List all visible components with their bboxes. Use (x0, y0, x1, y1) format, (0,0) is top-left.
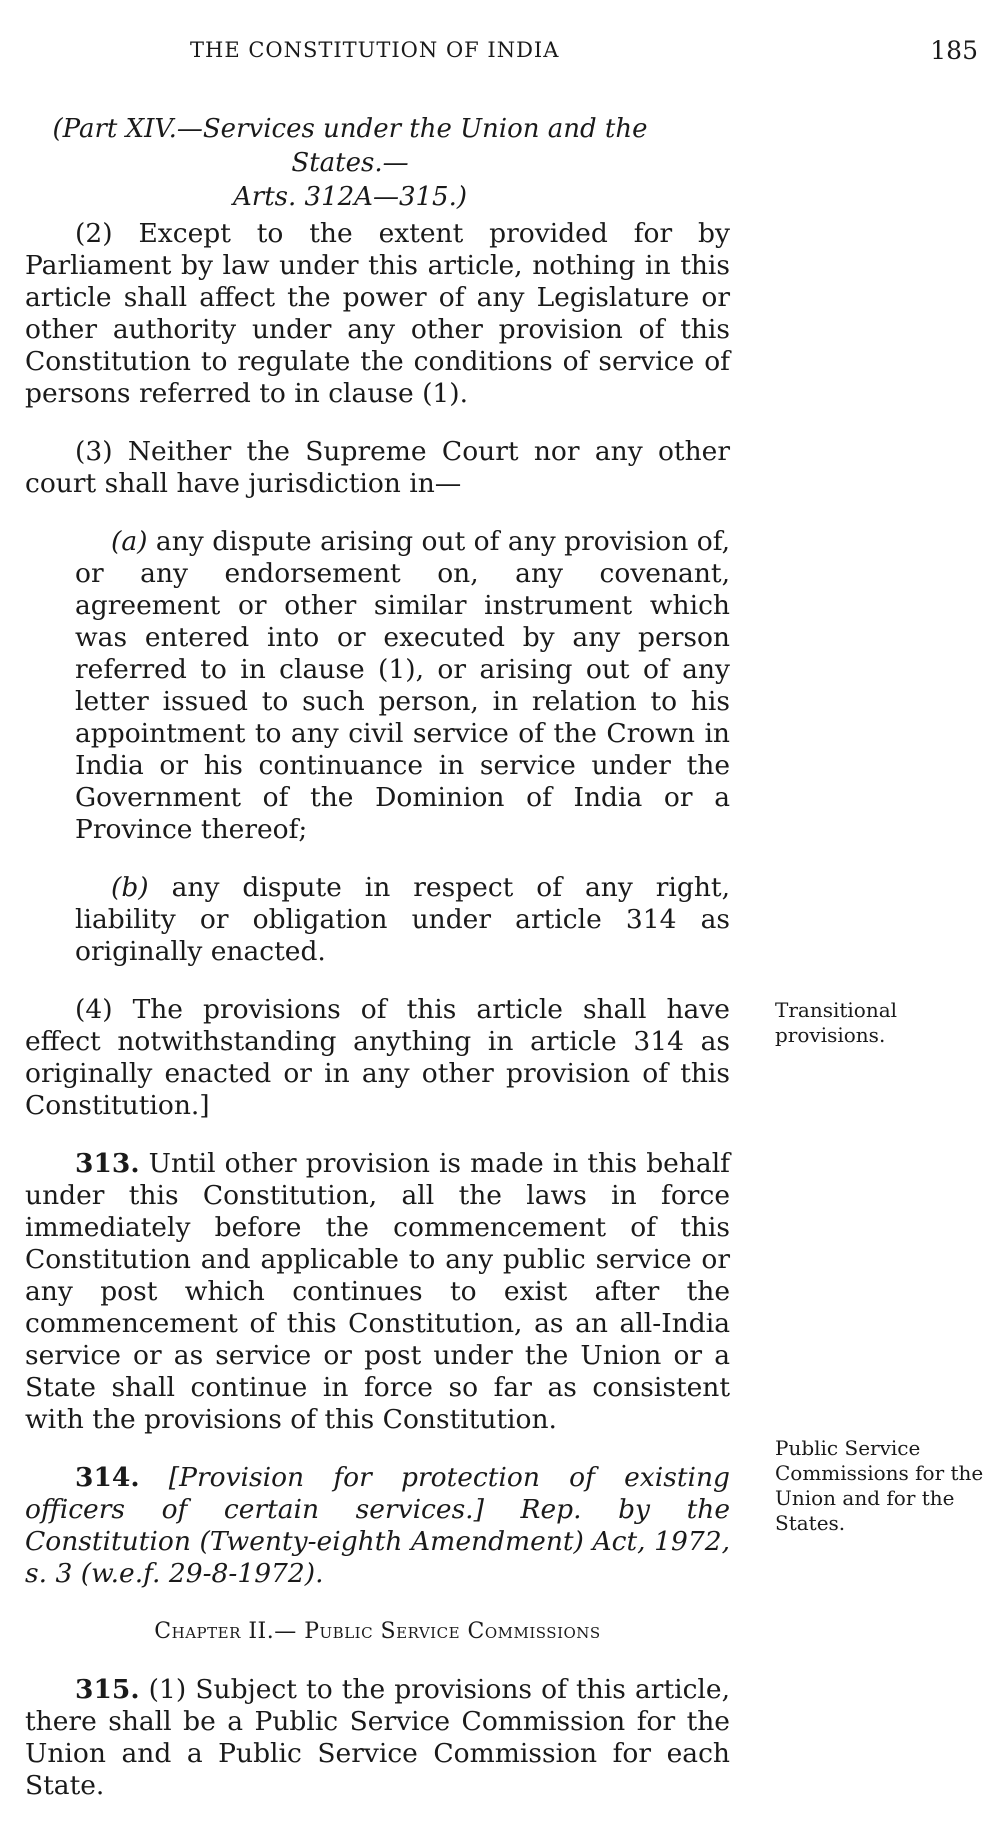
clause-3: (3) Neither the Supreme Court nor any other court shall have jurisdiction in— (25, 436, 730, 499)
sub-clause-b (75, 872, 730, 968)
running-title: THE CONSTITUTION OF INDIA (190, 38, 560, 62)
sub-clause-b-label: (b) (111, 872, 149, 903)
page-number: 185 (930, 36, 978, 65)
article-313-text: Until other provision is made in this behalf under this Constitution, all the laws in force immediately before the commencement of this Constitution and applicable to any public service or any post which continues to exist after the commencement of this Constitution, as an all-India service or as service or post under the Union or a State shall continue in force so far as consistent with the provisions of this Constitution. (25, 1148, 730, 1435)
article-314-number: 314. (75, 1462, 140, 1493)
part-heading-line1: (Part XIV.—Services under the Union and the States.— (52, 114, 648, 178)
page-header (0, 38, 1000, 68)
article-313 (25, 1148, 730, 1436)
chapter-label: Chapter II.— Public Service Commissions (154, 1619, 601, 1644)
sub-clause-a-label: (a) (111, 526, 148, 557)
article-313-number: 313. (75, 1148, 140, 1179)
sub-clause-a (75, 526, 730, 846)
chapter-heading (25, 1616, 730, 1648)
marginal-note-313: Transitional provisions. (775, 998, 898, 1047)
article-314 (25, 1462, 730, 1590)
article-315-text: (1) Subject to the provisions of this article, there shall be a Public Service Commission for the Union and a Public Service Commission for each State. (25, 1674, 730, 1801)
clause-4: (4) The provisions of this article shall have effect notwithstanding anything in article 314 as originally enacted or in any other provision of this Constitution.] (25, 994, 730, 1121)
article-314-text: [Provision for protection of existing officers of certain services.] Rep. by the Constitution (Twenty-eighth Amendment) Act, 1972, s. 3 (w.e.f. 29-8-1972). (25, 1462, 730, 1589)
article-315 (25, 1674, 730, 1802)
part-heading-line2: Arts. 312A—315.) (233, 182, 467, 212)
clause-2: (2) Except to the extent provided for by Parliament by law under this article, nothing in this article shall affect the power of any Legislature or other authority under any other provision of this Constitution to regulate the conditions of service of persons referred to in clause (1). (25, 218, 730, 409)
main-text (25, 218, 730, 1828)
sub-clause-a-text: any dispute arising out of any provision of, or any endorsement on, any covenant, agreement or other similar instrument which was entered into or executed by any person referred to in clause (1), or arising out of any letter issued to such person, in relation to his appointment to any civil service of the Crown in India or his continuance in service under the Government of the Dominion of India or a Province thereof; (75, 526, 730, 845)
article-315-number: 315. (75, 1674, 140, 1705)
part-heading (50, 112, 650, 214)
marginal-note-315: Public Service Commissions for the Union and for the States. (775, 1436, 984, 1535)
sub-clause-b-text: any dispute in respect of any right, liability or obligation under article 314 as originally enacted. (75, 872, 730, 967)
